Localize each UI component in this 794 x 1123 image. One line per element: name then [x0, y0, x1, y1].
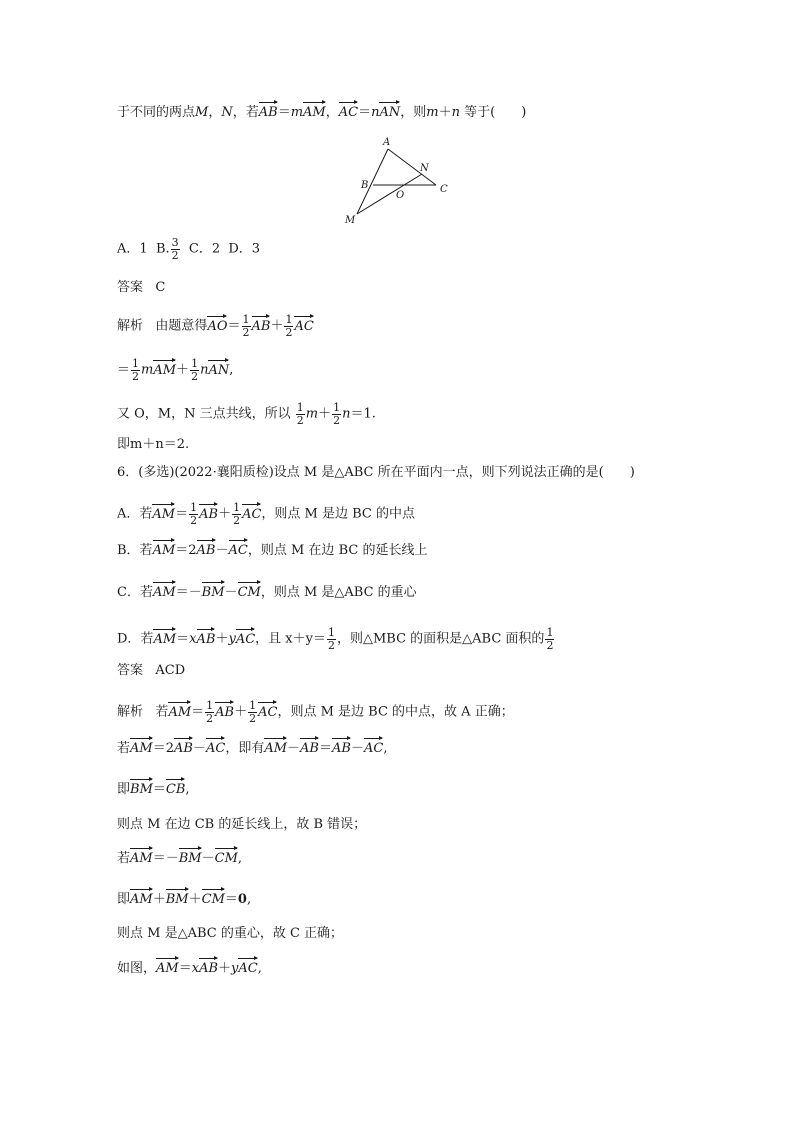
problem6-answer: 答案 ACD	[117, 663, 186, 678]
problem5-analysis-line1: 解析 由题意得AO＝ $\frac{1}{2}$ AB＋ $\frac{1}{2}$ AC	[117, 313, 314, 339]
problem5-conclusion: 即m＋n＝2.	[117, 437, 190, 452]
problem6-analysis-line7: 则点 M 是△ABC 的重心，故 C 正确；	[117, 926, 344, 941]
problem6-analysis-line4: 则点 M 在边 CB 的延长线上，故 B 错误；	[117, 817, 367, 832]
problem6-analysis-line3: 即BM＝CB,	[117, 782, 190, 797]
problem5-options: A．1 B. $\frac{3}{2}$ C．2 D．3	[117, 236, 261, 262]
label-M: M	[345, 215, 356, 226]
label-C: C	[440, 184, 448, 195]
problem5-analysis-line3: 又 O，M，N 三点共线，所以 $\frac{1}{2}$ m＋ $\frac{1}{2}$ n＝1.	[117, 401, 376, 427]
triangle-figure	[340, 134, 460, 230]
problem5-stem: 于不同的两点M，N，若AB＝mAM，AC＝nAN，则m＋n 等于( )	[117, 105, 527, 120]
label-N: N	[420, 163, 429, 174]
problem6-analysis-line2: 若AM＝2AB－AC，即有AM－AB＝AB－AC,	[117, 741, 388, 756]
problem6-option-c: C．若AM＝－BM－CM，则点 M 是△ABC 的重心	[117, 585, 417, 600]
problem5-analysis-line2: ＝ $\frac{1}{2}$ mAM＋ $\frac{1}{2}$ nAN,	[117, 357, 234, 383]
problem6-option-b: B．若AM＝2AB－AC，则点 M 在边 BC 的延长线上	[117, 543, 428, 558]
problem6-analysis-line5: 若AM＝－BM－CM,	[117, 851, 243, 866]
problem5-answer: 答案 C	[117, 280, 166, 295]
problem6-analysis-line1: 解析 若AM＝ $\frac{1}{2}$ AB＋ $\frac{1}{2}$ AC，则点 M 是边 BC 的中点，故 A 正确；	[117, 699, 514, 725]
problem6-analysis-line6: 即AM＋BM＋CM＝0,	[117, 892, 252, 907]
problem6-option-a: A．若AM＝ $\frac{1}{2}$ AB＋ $\frac{1}{2}$ AC，则点 M 是边 BC 的中点	[117, 501, 416, 527]
label-A: A	[383, 137, 391, 148]
label-B: B	[361, 180, 369, 191]
label-O: O	[396, 190, 405, 201]
problem6-stem: 6．(多选)(2022·襄阳质检)设点 M 是△ABC 所在平面内一点，则下列说法正确的是( )	[117, 465, 635, 480]
problem6-analysis-line8: 如图，AM＝xAB＋yAC,	[117, 961, 262, 976]
problem6-option-d: D．若AM＝xAB＋yAC，且 x＋y＝ $\frac{1}{2}$ ，则△MBC 的面积是△ABC 面积的 $\frac{1}{2}$	[117, 626, 554, 652]
